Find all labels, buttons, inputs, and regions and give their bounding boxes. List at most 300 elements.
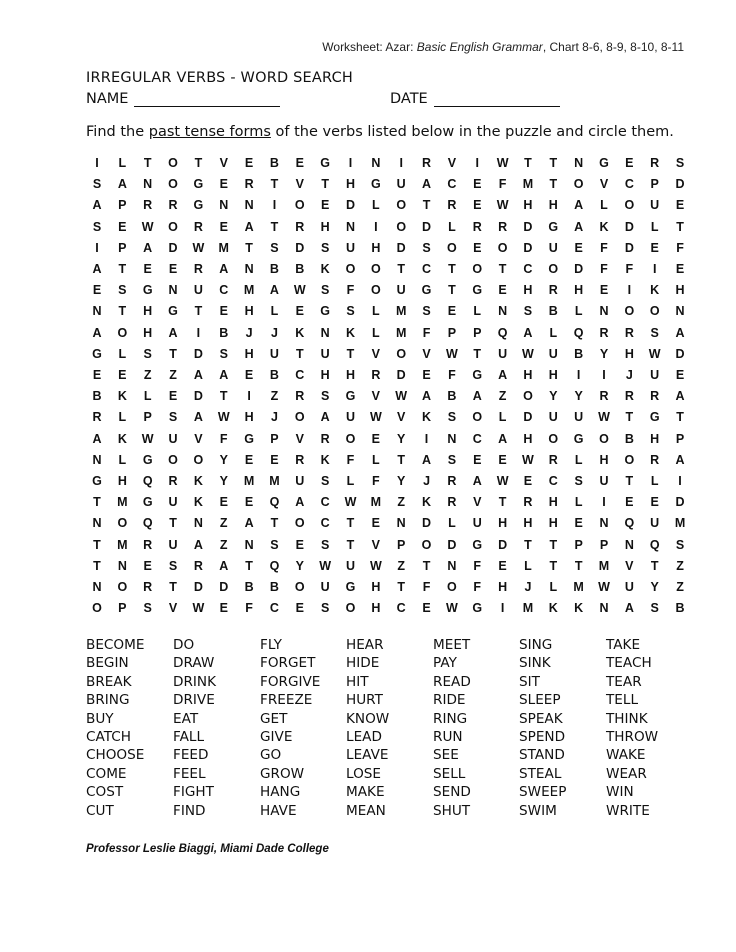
grid-letter[interactable]: E (143, 558, 152, 573)
grid-letter[interactable]: S (168, 410, 178, 425)
grid-letter[interactable]: B (244, 580, 254, 594)
grid-letter[interactable]: E (219, 601, 228, 616)
grid-letter[interactable]: A (422, 177, 432, 192)
grid-letter[interactable]: J (245, 325, 253, 340)
grid-letter[interactable]: Z (143, 368, 152, 382)
grid-letter[interactable]: W (496, 474, 509, 488)
grid-letter[interactable]: I (475, 156, 479, 170)
grid-letter[interactable]: C (422, 262, 432, 276)
grid-letter[interactable]: E (219, 304, 228, 319)
grid-letter[interactable]: T (397, 580, 405, 594)
grid-letter[interactable]: F (372, 474, 380, 488)
grid-letter[interactable]: D (675, 495, 685, 510)
grid-letter[interactable]: F (473, 558, 482, 573)
grid-letter[interactable]: G (142, 283, 153, 298)
grid-letter[interactable]: R (193, 262, 203, 276)
grid-letter[interactable]: M (598, 558, 610, 573)
grid-letter[interactable]: A (92, 325, 102, 340)
grid-letter[interactable]: P (599, 537, 609, 552)
grid-letter[interactable]: T (219, 389, 228, 404)
grid-letter[interactable]: U (320, 580, 330, 594)
grid-letter[interactable]: H (523, 283, 533, 298)
grid-letter[interactable]: H (345, 177, 356, 192)
grid-letter[interactable]: D (523, 410, 533, 425)
grid-letter[interactable]: U (599, 474, 609, 488)
grid-letter[interactable]: N (624, 537, 634, 552)
grid-letter[interactable]: I (424, 431, 429, 446)
grid-letter[interactable]: K (650, 283, 660, 298)
grid-letter[interactable]: U (548, 240, 558, 255)
grid-letter[interactable]: O (168, 156, 178, 170)
grid-letter[interactable]: J (625, 368, 633, 382)
grid-letter[interactable]: T (93, 558, 101, 573)
grid-letter[interactable]: O (396, 219, 407, 234)
grid-letter[interactable]: M (395, 304, 407, 319)
grid-letter[interactable]: W (141, 219, 154, 234)
grid-letter[interactable]: E (295, 304, 304, 319)
grid-letter[interactable]: L (473, 304, 482, 319)
grid-letter[interactable]: G (142, 452, 153, 467)
grid-letter[interactable]: N (599, 516, 609, 531)
grid-letter[interactable]: C (269, 601, 279, 616)
grid-letter[interactable]: E (371, 431, 381, 446)
grid-letter[interactable]: F (600, 262, 608, 276)
grid-letter[interactable]: O (396, 346, 407, 361)
grid-letter[interactable]: R (422, 156, 432, 170)
grid-letter[interactable]: V (295, 431, 304, 446)
grid-letter[interactable]: O (573, 177, 584, 192)
grid-letter[interactable]: U (396, 177, 406, 192)
grid-letter[interactable]: I (602, 368, 606, 382)
grid-letter[interactable]: R (624, 325, 634, 340)
grid-letter[interactable]: W (445, 346, 458, 361)
grid-letter[interactable]: Y (397, 474, 406, 488)
grid-letter[interactable]: T (676, 219, 684, 234)
grid-letter[interactable]: E (320, 198, 330, 213)
grid-letter[interactable]: V (371, 346, 381, 361)
grid-letter[interactable]: K (193, 474, 203, 488)
grid-letter[interactable]: N (396, 516, 406, 531)
grid-letter[interactable]: S (320, 601, 330, 616)
grid-letter[interactable]: Z (169, 368, 177, 382)
grid-letter[interactable]: A (523, 325, 533, 340)
grid-letter[interactable]: B (269, 368, 279, 382)
grid-letter[interactable]: T (524, 156, 532, 170)
grid-letter[interactable]: A (219, 558, 229, 573)
grid-letter[interactable]: T (346, 516, 355, 531)
grid-letter[interactable]: K (117, 431, 127, 446)
grid-letter[interactable]: R (447, 474, 457, 488)
grid-letter[interactable]: V (422, 346, 431, 361)
grid-letter[interactable]: R (371, 368, 381, 382)
grid-letter[interactable]: A (422, 452, 432, 467)
grid-letter[interactable]: O (193, 452, 204, 467)
grid-letter[interactable]: L (650, 219, 659, 234)
grid-letter[interactable]: Z (498, 389, 507, 404)
grid-letter[interactable]: C (295, 368, 305, 382)
grid-letter[interactable]: E (143, 262, 152, 276)
grid-letter[interactable]: T (245, 558, 253, 573)
grid-letter[interactable]: U (269, 346, 279, 361)
grid-letter[interactable]: Y (219, 474, 228, 488)
grid-letter[interactable]: D (523, 240, 533, 255)
grid-letter[interactable]: Q (269, 558, 280, 573)
grid-letter[interactable]: O (396, 198, 407, 213)
grid-letter[interactable]: F (245, 601, 253, 616)
grid-letter[interactable]: V (371, 537, 381, 552)
grid-letter[interactable]: F (346, 452, 355, 467)
grid-letter[interactable]: L (549, 325, 558, 340)
grid-letter[interactable]: N (117, 558, 127, 573)
grid-letter[interactable]: E (219, 219, 228, 234)
grid-letter[interactable]: E (675, 198, 685, 213)
grid-letter[interactable]: F (219, 431, 228, 446)
grid-letter[interactable]: N (244, 537, 254, 552)
grid-letter[interactable]: H (498, 516, 508, 531)
grid-letter[interactable]: H (371, 601, 381, 616)
grid-letter[interactable]: L (650, 474, 659, 488)
grid-letter[interactable]: Q (269, 495, 280, 510)
grid-letter[interactable]: H (244, 346, 254, 361)
grid-letter[interactable]: C (320, 516, 330, 531)
grid-letter[interactable]: O (117, 580, 128, 594)
grid-letter[interactable]: V (599, 177, 609, 192)
grid-letter[interactable]: A (675, 325, 685, 340)
grid-letter[interactable]: E (473, 240, 482, 255)
grid-letter[interactable]: T (574, 558, 583, 573)
grid-letter[interactable]: H (498, 580, 508, 594)
grid-letter[interactable]: A (624, 601, 634, 616)
grid-letter[interactable]: Q (497, 325, 508, 340)
grid-letter[interactable]: O (294, 580, 305, 594)
grid-letter[interactable]: Q (142, 474, 153, 488)
grid-letter[interactable]: K (117, 389, 127, 404)
grid-letter[interactable]: I (678, 474, 682, 488)
grid-letter[interactable]: G (472, 283, 483, 298)
grid-letter[interactable]: W (598, 580, 610, 594)
grid-letter[interactable]: S (422, 240, 431, 255)
grid-letter[interactable]: A (219, 262, 229, 276)
grid-letter[interactable]: R (650, 156, 660, 170)
grid-letter[interactable]: K (599, 219, 609, 234)
grid-letter[interactable]: R (320, 431, 330, 446)
grid-letter[interactable]: P (675, 431, 685, 446)
grid-letter[interactable]: V (371, 389, 381, 404)
grid-letter[interactable]: L (524, 558, 532, 573)
grid-letter[interactable]: A (193, 368, 203, 382)
grid-letter[interactable]: U (650, 368, 660, 382)
grid-letter[interactable]: L (118, 452, 127, 467)
grid-letter[interactable]: B (269, 580, 279, 594)
grid-letter[interactable]: M (370, 495, 382, 510)
grid-letter[interactable]: E (168, 262, 178, 276)
grid-letter[interactable]: Y (574, 389, 583, 404)
grid-letter[interactable]: U (650, 198, 660, 213)
grid-letter[interactable]: E (498, 558, 507, 573)
grid-letter[interactable]: E (270, 452, 279, 467)
grid-letter[interactable]: I (627, 283, 632, 298)
grid-letter[interactable]: T (270, 516, 279, 531)
grid-letter[interactable]: J (270, 410, 278, 425)
grid-letter[interactable]: T (118, 304, 127, 319)
grid-letter[interactable]: W (598, 410, 610, 425)
grid-letter[interactable]: A (295, 495, 305, 510)
grid-letter[interactable]: B (447, 389, 457, 404)
grid-letter[interactable]: O (421, 537, 432, 552)
grid-letter[interactable]: R (143, 580, 153, 594)
grid-letter[interactable]: I (348, 156, 353, 170)
grid-letter[interactable]: E (650, 240, 659, 255)
grid-letter[interactable]: E (219, 495, 228, 510)
grid-letter[interactable]: Q (142, 516, 153, 531)
grid-letter[interactable]: C (320, 495, 330, 510)
grid-letter[interactable]: D (574, 262, 584, 276)
grid-letter[interactable]: E (92, 368, 102, 382)
grid-letter[interactable]: U (574, 410, 584, 425)
grid-letter[interactable]: S (523, 304, 533, 319)
grid-letter[interactable]: R (548, 283, 558, 298)
grid-letter[interactable]: O (497, 240, 508, 255)
grid-letter[interactable]: P (397, 537, 406, 552)
grid-letter[interactable]: G (193, 198, 204, 213)
grid-letter[interactable]: H (523, 368, 533, 382)
grid-letter[interactable]: L (600, 198, 608, 213)
grid-letter[interactable]: T (194, 156, 203, 170)
grid-letter[interactable]: P (473, 325, 482, 340)
grid-letter[interactable]: T (650, 558, 659, 573)
grid-letter[interactable]: F (422, 325, 431, 340)
grid-letter[interactable]: H (523, 431, 533, 446)
grid-letter[interactable]: E (168, 389, 178, 404)
grid-letter[interactable]: S (143, 601, 152, 616)
grid-letter[interactable]: E (422, 601, 431, 616)
grid-letter[interactable]: A (574, 198, 584, 213)
grid-letter[interactable]: T (93, 495, 101, 510)
grid-letter[interactable]: N (244, 262, 254, 276)
grid-letter[interactable]: K (320, 262, 330, 276)
grid-letter[interactable]: S (320, 537, 330, 552)
grid-letter[interactable]: E (675, 262, 685, 276)
grid-letter[interactable]: H (548, 495, 558, 510)
grid-letter[interactable]: G (320, 156, 330, 170)
grid-letter[interactable]: A (92, 262, 102, 276)
grid-letter[interactable]: D (168, 240, 178, 255)
grid-letter[interactable]: R (650, 452, 660, 467)
grid-letter[interactable]: O (548, 431, 559, 446)
grid-letter[interactable]: M (573, 580, 584, 594)
grid-letter[interactable]: W (522, 452, 534, 467)
grid-letter[interactable]: A (219, 368, 229, 382)
grid-letter[interactable]: T (549, 156, 558, 170)
grid-letter[interactable]: B (92, 389, 102, 404)
grid-letter[interactable]: L (372, 325, 380, 340)
grid-letter[interactable]: L (574, 452, 583, 467)
grid-letter[interactable]: G (573, 431, 584, 446)
grid-letter[interactable]: D (624, 240, 634, 255)
grid-letter[interactable]: A (269, 283, 279, 298)
grid-letter[interactable]: P (447, 325, 457, 340)
grid-letter[interactable]: P (118, 198, 127, 213)
grid-letter[interactable]: T (169, 346, 177, 361)
grid-letter[interactable]: F (422, 580, 431, 594)
grid-letter[interactable]: W (395, 389, 408, 404)
grid-letter[interactable]: S (422, 304, 431, 319)
grid-letter[interactable]: D (624, 219, 634, 234)
grid-letter[interactable]: O (294, 198, 305, 213)
grid-letter[interactable]: R (295, 389, 305, 404)
grid-letter[interactable]: F (600, 240, 608, 255)
grid-letter[interactable]: H (244, 410, 254, 425)
grid-letter[interactable]: U (498, 346, 508, 361)
grid-letter[interactable]: P (650, 177, 659, 192)
grid-letter[interactable]: Z (397, 495, 405, 510)
grid-letter[interactable]: H (143, 325, 153, 340)
grid-letter[interactable]: A (168, 325, 178, 340)
grid-letter[interactable]: V (194, 431, 203, 446)
grid-letter[interactable]: U (548, 410, 558, 425)
grid-letter[interactable]: L (372, 452, 380, 467)
grid-letter[interactable]: Q (649, 537, 660, 552)
grid-letter[interactable]: U (193, 283, 203, 298)
grid-letter[interactable]: R (599, 389, 609, 404)
grid-letter[interactable]: I (652, 262, 657, 276)
grid-letter[interactable]: T (549, 537, 558, 552)
grid-letter[interactable]: R (472, 219, 482, 234)
grid-letter[interactable]: M (243, 283, 255, 298)
grid-letter[interactable]: E (118, 219, 127, 234)
grid-letter[interactable]: F (346, 283, 355, 298)
grid-letter[interactable]: H (117, 474, 127, 488)
grid-letter[interactable]: I (247, 389, 251, 404)
grid-letter[interactable]: R (143, 537, 153, 552)
grid-letter[interactable]: S (143, 346, 152, 361)
grid-letter[interactable]: F (625, 262, 634, 276)
grid-letter[interactable]: E (473, 452, 482, 467)
grid-letter[interactable]: Q (624, 516, 635, 531)
grid-letter[interactable]: E (422, 368, 431, 382)
grid-letter[interactable]: N (92, 304, 102, 319)
grid-letter[interactable]: I (196, 325, 201, 340)
grid-letter[interactable]: M (269, 474, 280, 488)
grid-letter[interactable]: S (650, 325, 659, 340)
grid-letter[interactable]: G (345, 580, 356, 594)
grid-letter[interactable]: E (244, 368, 254, 382)
grid-letter[interactable]: Q (573, 325, 584, 340)
grid-letter[interactable]: R (143, 198, 153, 213)
grid-letter[interactable]: O (624, 452, 635, 467)
grid-letter[interactable]: E (498, 452, 507, 467)
grid-letter[interactable]: K (345, 325, 356, 340)
grid-letter[interactable]: H (371, 580, 381, 594)
grid-letter[interactable]: E (118, 368, 127, 382)
grid-letter[interactable]: W (496, 156, 509, 170)
grid-letter[interactable]: N (675, 304, 685, 319)
grid-letter[interactable]: S (675, 537, 685, 552)
grid-letter[interactable]: R (498, 219, 508, 234)
grid-letter[interactable]: B (269, 156, 279, 170)
grid-letter[interactable]: C (624, 177, 634, 192)
grid-letter[interactable]: T (194, 304, 203, 319)
grid-letter[interactable]: S (447, 452, 457, 467)
grid-letter[interactable]: T (448, 262, 456, 276)
grid-letter[interactable]: H (624, 346, 634, 361)
grid-letter[interactable]: T (498, 262, 507, 276)
grid-letter[interactable]: G (142, 495, 153, 510)
grid-letter[interactable]: R (548, 452, 558, 467)
grid-letter[interactable]: L (448, 219, 456, 234)
grid-letter[interactable]: A (193, 537, 203, 552)
grid-letter[interactable]: U (624, 580, 634, 594)
grid-letter[interactable]: E (295, 601, 304, 616)
grid-letter[interactable]: D (675, 346, 685, 361)
grid-letter[interactable]: O (345, 431, 356, 446)
grid-letter[interactable]: R (447, 198, 457, 213)
grid-letter[interactable]: A (675, 389, 685, 404)
grid-letter[interactable]: V (397, 410, 406, 425)
grid-letter[interactable]: H (345, 368, 356, 382)
grid-letter[interactable]: O (624, 198, 635, 213)
grid-letter[interactable]: D (447, 537, 457, 552)
grid-letter[interactable]: G (472, 537, 483, 552)
grid-letter[interactable]: D (193, 389, 203, 404)
grid-letter[interactable]: N (320, 325, 330, 340)
grid-letter[interactable]: E (371, 516, 381, 531)
grid-letter[interactable]: N (193, 516, 203, 531)
grid-letter[interactable]: T (422, 198, 431, 213)
grid-letter[interactable]: U (345, 240, 356, 255)
grid-letter[interactable]: A (92, 198, 102, 213)
grid-letter[interactable]: E (473, 177, 482, 192)
grid-letter[interactable]: H (574, 283, 584, 298)
grid-letter[interactable]: L (372, 198, 380, 213)
grid-letter[interactable]: T (473, 346, 482, 361)
grid-letter[interactable]: E (447, 304, 457, 319)
grid-letter[interactable]: L (118, 346, 127, 361)
grid-letter[interactable]: Z (219, 537, 228, 552)
grid-letter[interactable]: S (118, 283, 127, 298)
grid-letter[interactable]: S (447, 410, 457, 425)
grid-letter[interactable]: B (219, 325, 229, 340)
grid-letter[interactable]: O (117, 325, 128, 340)
grid-letter[interactable]: Y (295, 558, 304, 573)
grid-letter[interactable]: U (295, 474, 305, 488)
grid-letter[interactable]: D (498, 537, 508, 552)
grid-letter[interactable]: V (295, 177, 304, 192)
grid-letter[interactable]: O (168, 177, 178, 192)
grid-letter[interactable]: T (118, 262, 127, 276)
grid-letter[interactable]: A (244, 219, 254, 234)
grid-letter[interactable]: B (574, 346, 584, 361)
grid-letter[interactable]: R (295, 219, 305, 234)
grid-letter[interactable]: A (193, 410, 203, 425)
grid-letter[interactable]: T (321, 177, 329, 192)
grid-letter[interactable]: C (548, 474, 558, 488)
grid-letter[interactable]: K (320, 452, 330, 467)
grid-letter[interactable]: C (447, 177, 457, 192)
grid-letter[interactable]: R (168, 198, 178, 213)
grid-letter[interactable]: J (270, 325, 278, 340)
grid-letter[interactable]: H (523, 198, 533, 213)
grid-letter[interactable]: G (92, 474, 102, 488)
grid-letter[interactable]: J (524, 580, 532, 594)
grid-letter[interactable]: M (117, 537, 128, 552)
grid-letter[interactable]: L (270, 304, 279, 319)
grid-letter[interactable]: A (244, 516, 254, 531)
grid-letter[interactable]: G (370, 177, 381, 192)
grid-letter[interactable]: P (143, 410, 152, 425)
grid-letter[interactable]: B (295, 262, 305, 276)
grid-letter[interactable]: E (473, 198, 482, 213)
